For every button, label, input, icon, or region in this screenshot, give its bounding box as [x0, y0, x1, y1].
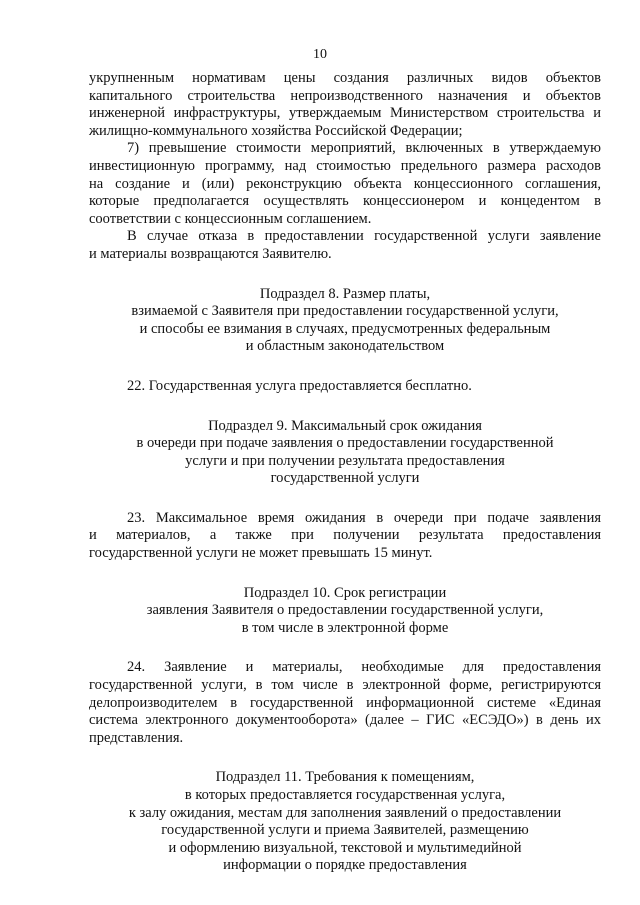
text-line: на создание и (или) реконструкцию объекта концессионного соглашения,	[89, 175, 601, 192]
heading-line: и областным законодательством	[245, 338, 445, 355]
text-line: делопроизводителем в государственной информационной системе «Единая	[89, 694, 601, 711]
text-line: система электронного документооборота» (далее – ГИС «ЕСЭДО») в день их	[89, 712, 601, 729]
heading-line: информации о порядке предоставления	[223, 857, 467, 874]
text-line: укрупненным нормативам цены создания различных видов объектов	[89, 70, 601, 86]
heading-line: Подраздел 9. Максимальный срок ожидания	[208, 417, 482, 434]
heading-line: Подраздел 11. Требования к помещениям,	[215, 769, 475, 786]
text-line: жилищно-коммунального хозяйства Российской Федерации;	[89, 122, 463, 139]
text-line: соответствии с концессионным соглашением.	[89, 210, 372, 227]
text-line: которые предполагается осуществлять концессионером и концедентом в	[89, 193, 601, 210]
paragraph-24	[89, 659, 601, 747]
heading-line: к залу ожидания, местам для заполнения заявлений о предоставлении	[128, 804, 562, 821]
paragraph-item-7	[89, 140, 601, 228]
heading-line: и способы ее взимания в случаях, предусмотренных федеральным	[139, 320, 551, 337]
text-line: 22. Государственная услуга предоставляется бесплатно.	[127, 377, 472, 394]
paragraph-intro-continuation	[89, 70, 601, 140]
heading-line: в том числе в электронной форме	[241, 619, 449, 636]
heading-line: Подраздел 8. Размер платы,	[259, 285, 431, 302]
text-line: инвестиционную программу, над стоимостью предельного размера расходов	[89, 157, 601, 174]
heading-line: взимаемой с Заявителя при предоставлении государственной услуги,	[131, 303, 559, 320]
heading-line: государственной услуги	[270, 470, 420, 487]
paragraph-22	[89, 378, 601, 396]
text-line: и материалы возвращаются Заявителю.	[89, 245, 332, 262]
text-line: государственной услуги не может превышать 15 минут.	[89, 545, 433, 562]
text-line: В случае отказа в предоставлении государственной услуги заявление	[127, 228, 601, 245]
subsection-11-heading	[89, 769, 601, 875]
heading-line: в очереди при подаче заявления о предоставлении государственной	[136, 435, 554, 452]
page-number: 10	[313, 47, 327, 62]
text-line: капитального строительства непроизводственного назначения и объектов	[89, 87, 601, 104]
heading-line: Подраздел 10. Срок регистрации	[243, 584, 447, 601]
subsection-9-heading	[89, 418, 601, 488]
text-line: 24. Заявление и материалы, необходимые для предоставления	[127, 659, 601, 676]
text-line: 23. Максимальное время ожидания в очереди при подаче заявления	[127, 509, 601, 526]
heading-line: государственной услуги и приема Заявителей, размещению	[161, 822, 529, 839]
text-line: представления.	[89, 729, 184, 746]
subsection-8-heading	[89, 286, 601, 356]
heading-line: услуги и при получении результата предоставления	[185, 452, 505, 469]
heading-line: в которых предоставляется государственная услуга,	[184, 787, 506, 803]
heading-line: заявления Заявителя о предоставлении государственной услуги,	[146, 602, 544, 619]
text-line: инженерной инфраструктуры, утверждаемым Министерством строительства и	[89, 105, 601, 122]
heading-line: и оформлению визуальной, текстовой и мультимедийной	[168, 839, 522, 856]
text-line: и материалов, а также при получении результата предоставления	[89, 527, 601, 544]
document-body	[89, 70, 601, 875]
paragraph-refusal	[89, 228, 601, 263]
text-line: государственной услуги, в том числе в электронной форме, регистрируются	[89, 677, 601, 694]
paragraph-23	[89, 510, 601, 563]
text-line: 7) превышение стоимости мероприятий, включенных в утверждаемую	[127, 140, 601, 157]
subsection-10-heading	[89, 585, 601, 638]
